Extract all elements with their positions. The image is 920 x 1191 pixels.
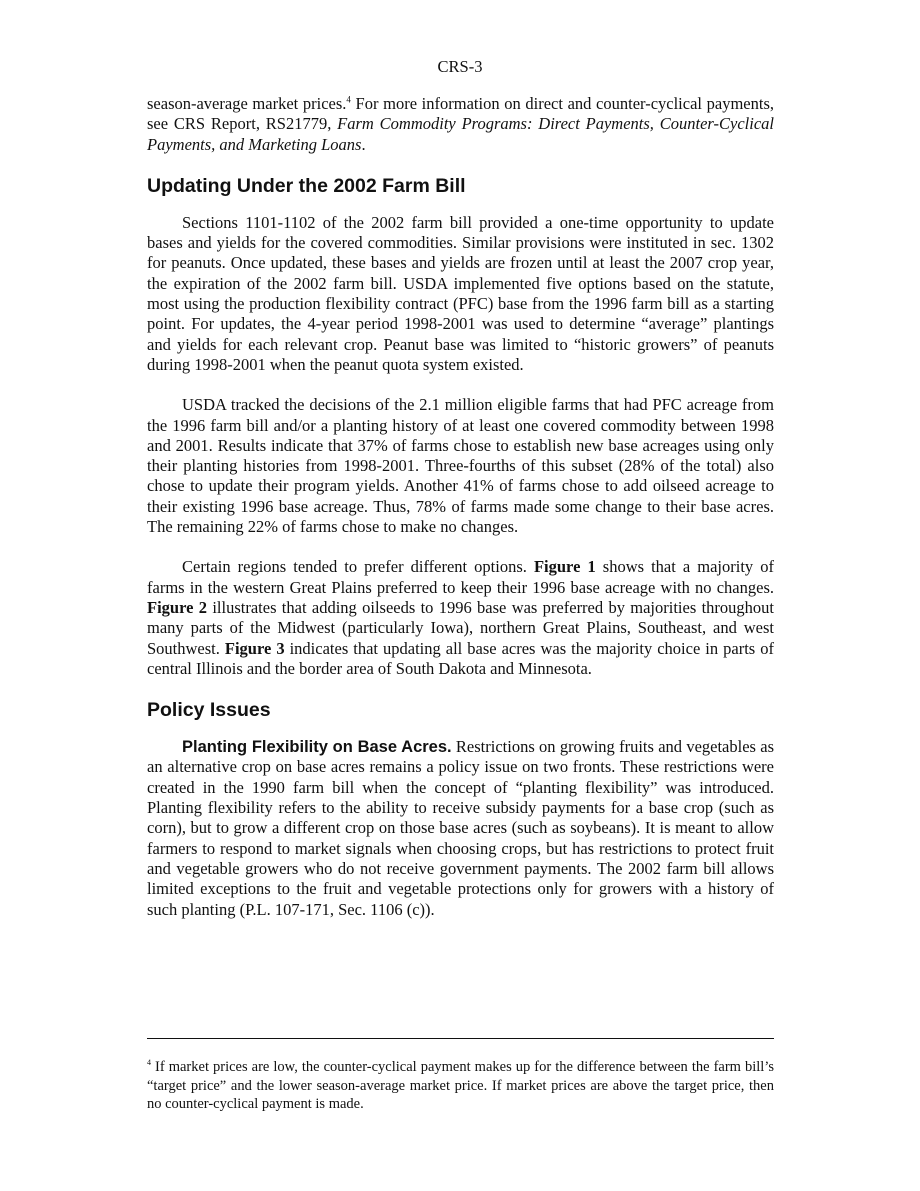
report-title: Farm Commodity Programs: Direct Payments, Counter-Cyclical Payments, and Marketing Loans [147, 114, 774, 154]
policy-paragraph-1 [147, 737, 774, 920]
page-number: CRS-3 [437, 57, 483, 76]
updating-paragraph-1: Sections 1101-1102 of the 2002 farm bill provided a one-time opportunity to update bases and yields for the covered commodities. Similar provisions were instituted in sec. 1302 for peanuts. Once updated, these bases and yields are frozen until at least the 2007 crop year, the expiration of the 2002 farm bill. USDA implemented five options based on the statute, most using the production flexibility contract (PFC) base from the 1996 farm bill as a starting point. For updates, the 4-year period 1998-2001 was used to determine “average” plantings and yields for each relevant crop. Peanut base was limited to “historic growers” of peanuts during 1998-2001 when the peanut quota system existed. [147, 212, 774, 374]
footnote-divider [147, 1038, 774, 1039]
intro-text-3: . [361, 134, 366, 154]
policy-paragraph-text: Restrictions on growing fruits and vegetables as an alternative crop on base acres remains a policy issue on two fronts. These restrictions were created in the 1990 farm bill when the concept of “planting flexibility” was introduced. Planting flexibility refers to the ability to receive subsidy payments for a base crop (such as corn), but to grow a different crop on those base acres (such as soybeans). It is meant to allow farmers to respond to market signals when choosing crops, but has restrictions to protect fruit and vegetable growers who do not receive government payments. The 2002 farm bill allows limited exceptions to the fruit and vegetable protections only for growers with a history of such planting (P.L. 107-171, Sec. 1106 (c)). [147, 737, 774, 919]
section-heading-updating: Updating Under the 2002 Farm Bill [147, 174, 466, 197]
updating-paragraph-2: USDA tracked the decisions of the 2.1 million eligible farms that had PFC acreage from the 1996 farm bill and/or a planting history of at least one covered commodity between 1998 and 2001. Results indicate that 37% of farms chose to establish new base acreages using only their planting histories from 1998-2001. Three-fourths of this subset (28% of the total) also chose to update their program yields. Another 41% of farms chose to add oilseed acreage to their existing 1996 base acreage. Thus, 78% of farms made some change to their base acres. The remaining 22% of farms chose to make no changes. [147, 395, 774, 537]
intro-text-2: For more information on direct and counter-cyclical payments, see CRS Report, RS21779, [147, 94, 774, 134]
updating-paragraph-3 [147, 557, 774, 679]
paragraph-3-text-3: illustrates that adding oilseeds to 1996 base was preferred by majorities throughout many parts of the Midwest (particularly Iowa), northern Great Plains, Southeast, and west Southwest. [147, 597, 774, 658]
intro-paragraph [147, 94, 774, 155]
runin-heading-planting-flexibility: Planting Flexibility on Base Acres. [182, 738, 452, 757]
figure-2-reference: Figure 2 [147, 597, 208, 617]
section-heading-policy: Policy Issues [147, 699, 271, 722]
footnote-reference: 4 [346, 94, 351, 105]
footnote [147, 1058, 774, 1114]
page-body [147, 94, 774, 920]
paragraph-3-text-4: indicates that updating all base acres was the majority choice in parts of central Illinois and the border area of South Dakota and Minnesota. [147, 638, 774, 678]
figure-3-reference: Figure 3 [224, 638, 285, 658]
paragraph-3-text-2: shows that a majority of farms in the western Great Plains preferred to keep their 1996 base acreage with no changes. [147, 557, 774, 597]
footnote-text: If market prices are low, the counter-cyclical payment makes up for the difference between the farm bill’s “target price” and the lower season-average market price. If market prices are above the target price, then no counter-cyclical payment is made. [147, 1059, 774, 1112]
figure-1-reference: Figure 1 [533, 557, 596, 577]
footnote-number: 4 [147, 1058, 151, 1068]
intro-text-1: season-average market prices. [147, 94, 347, 113]
paragraph-3-text-1: Certain regions tended to prefer different options. [182, 557, 534, 577]
